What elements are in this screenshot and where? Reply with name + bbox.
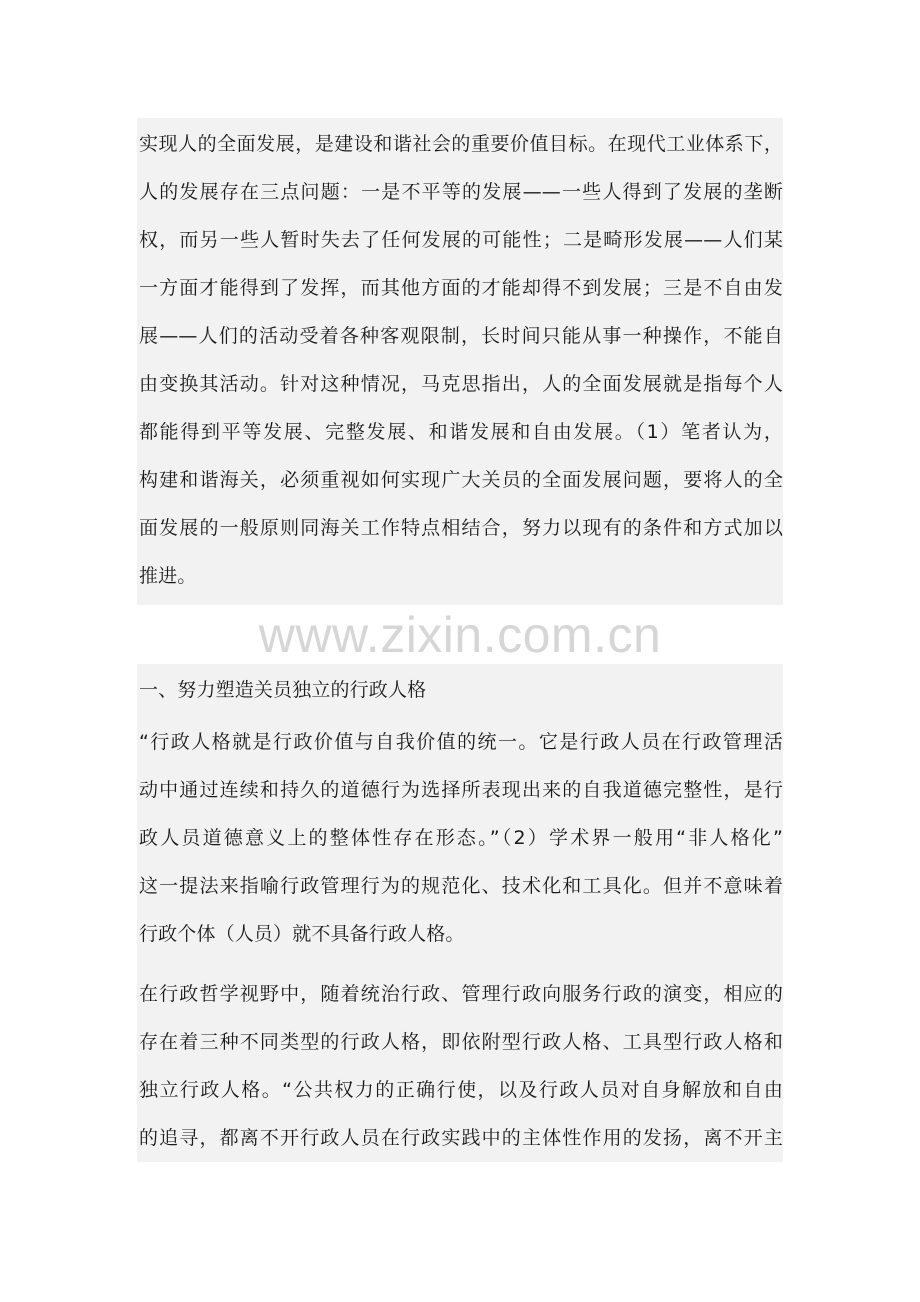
paragraph3-line: 在行政哲学视野中，随着统治行政、管理行政向服务行政的演变，相应的 [139, 983, 783, 1005]
paragraph2-line: 这一提法来指喻行政管理行为的规范化、技术化和工具化。但并不意味着 [139, 875, 783, 897]
text-block-section-one [137, 664, 783, 1162]
paragraph2-line: 行政个体（人员）就不具备行政人格。 [139, 923, 465, 945]
section-heading: 一、努力塑造关员独立的行政人格 [139, 679, 427, 701]
paragraph1-line: 构建和谐海关，必须重视如何实现广大关员的全面发展问题，要将人的全 [139, 469, 783, 491]
paragraph2-line: 政人员道德意义上的整体性存在形态。”（2）学术界一般用“非人格化” [139, 827, 783, 849]
paragraph3-line: 独立行政人格。“公共权力的正确行使，以及行政人员对自身解放和自由 [139, 1079, 783, 1101]
paragraph3-line: 的追寻，都离不开行政人员在行政实践中的主体性作用的发扬，离不开主 [139, 1127, 783, 1149]
paragraph3-line: 存在着三种不同类型的行政人格，即依附型行政人格、工具型行政人格和 [139, 1031, 783, 1053]
paragraph1-line: 推进。 [139, 565, 197, 587]
paragraph2-line: “行政人格就是行政价值与自我价值的统一。它是行政人员在行政管理活 [139, 731, 783, 753]
paragraph1-line: 人的发展存在三点问题：一是不平等的发展——一些人得到了发展的垄断 [139, 181, 783, 203]
paragraph1-line: 一方面才能得到了发挥，而其他方面的才能却得不到发展；三是不自由发 [139, 277, 783, 299]
paragraph1-line: 面发展的一般原则同海关工作特点相结合，努力以现有的条件和方式加以 [139, 517, 783, 539]
paragraph1-line: 实现人的全面发展，是建设和谐社会的重要价值目标。在现代工业体系下， [139, 133, 783, 155]
text-block-intro [137, 118, 783, 605]
paragraph1-line: 都能得到平等发展、完整发展、和谐发展和自由发展。（1）笔者认为， [139, 421, 783, 443]
watermark-text: www.zixin.com.cn [258, 607, 662, 663]
paragraph1-line: 展——人们的活动受着各种客观限制，长时间只能从事一种操作，不能自 [139, 325, 783, 347]
paragraph1-line: 由变换其活动。针对这种情况，马克思指出，人的全面发展就是指每个人 [139, 373, 783, 395]
paragraph1-line: 权，而另一些人暂时失去了任何发展的可能性；二是畸形发展——人们某 [139, 229, 783, 251]
paragraph2-line: 动中通过连续和持久的道德行为选择所表现出来的自我道德完整性，是行 [139, 779, 783, 801]
